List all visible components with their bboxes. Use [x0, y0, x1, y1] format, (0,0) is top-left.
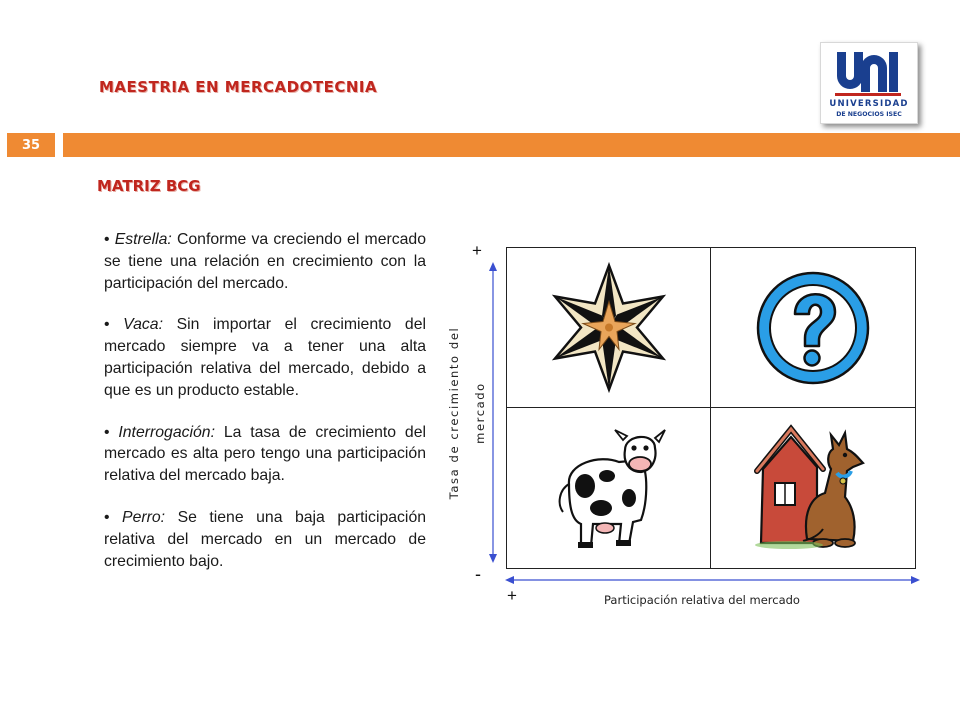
quadrant-star — [507, 248, 711, 408]
quadrant-question — [711, 248, 915, 408]
y-axis-arrow-up — [489, 262, 497, 271]
bullet-interrogacion: • Interrogación: La tasa de crecimiento del mercado es alta pero tengo una participación relativa del mercado baja. — [104, 423, 427, 485]
x-axis-arrow-left — [505, 576, 514, 584]
y-axis-label: Tasa de crecimiento del mercado — [447, 326, 487, 500]
x-axis-arrow-right — [911, 576, 920, 584]
bullet-term: Vaca: — [123, 316, 163, 334]
y-axis-minus: - — [475, 564, 481, 584]
cow-icon — [549, 424, 669, 552]
dog-icon — [753, 423, 873, 553]
quadrant-dog — [711, 408, 915, 568]
bullet-text: Se tiene una baja participación relativa del mercado en un mercado de crecimiento bajo. — [104, 508, 427, 570]
quadrant-cow — [507, 408, 711, 568]
star-icon — [544, 260, 674, 395]
logo-text-negocios: DE NEGOCIOS ISEC — [836, 111, 902, 118]
bullet-perro: • Perro: Se tiene una baja participación relativa del mercado en un mercado de crecimiento bajo. — [104, 508, 427, 570]
bullet-estrella: • Estrella: Conforme va creciendo el mercado se tiene una relación en crecimiento con la participación del mercado. — [104, 231, 426, 292]
bullet-term: Estrella: — [114, 231, 172, 248]
bullet-text: La tasa de crecimiento del mercado es alta pero tengo una participación relativa del mercado baja. — [104, 423, 427, 485]
question-mark-icon — [753, 268, 873, 388]
y-axis-arrow-down — [489, 554, 497, 563]
section-title: MATRIZ BCG — [97, 177, 201, 195]
bullet-term: Interrogación: — [118, 423, 215, 441]
y-axis-plus: + — [472, 241, 482, 260]
bullet-vaca: • Vaca: Sin importar el crecimiento del mercado siempre va a tener una alta participación relativa del mercado, debido a que es un producto estable. — [104, 316, 426, 399]
x-axis-label: Participación relativa del mercado — [604, 593, 800, 607]
bullet-term: Perro: — [122, 508, 166, 526]
bcg-matrix — [506, 247, 916, 569]
x-axis-plus: + — [507, 586, 517, 605]
slide-number: 35 — [7, 133, 55, 157]
logo-text-universidad: UNIVERSIDAD — [829, 99, 909, 109]
bullet-text: Sin importar el crecimiento del mercado siempre va a tener una alta participación relativa del mercado, debido a que es un producto estable. — [104, 316, 426, 399]
program-title: MAESTRIA EN MERCADOTECNIA — [99, 78, 378, 96]
bullet-text: Conforme va creciendo el mercado se tiene una relación en crecimiento con la participación del mercado. — [104, 231, 426, 292]
